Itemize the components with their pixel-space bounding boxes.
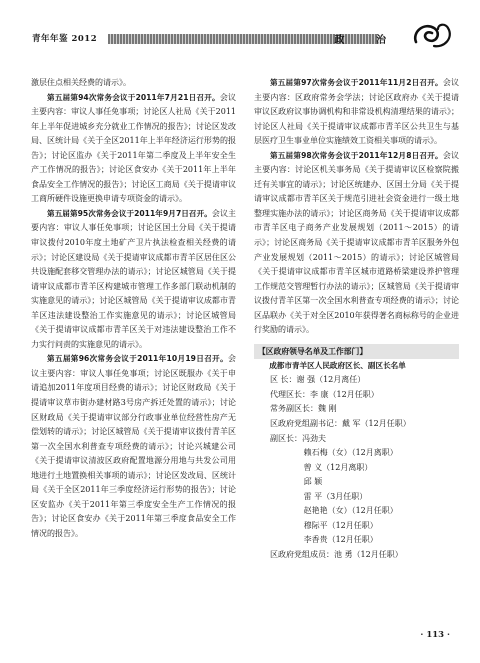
left-column [31,76,236,542]
section-title: 政 治 [334,35,400,46]
roster-line: 代理区长：李 康（12月任职） [270,389,379,399]
page-header [28,20,456,50]
roster-line: 雷 平（3月任职） [303,491,368,501]
continued-paragraph: 激层住点相关经费的请示》。 [31,78,131,87]
roster-line: 李香贵（12月任职） [303,535,378,545]
meeting-94-paragraph: 第五届第94次常务会议于2011年7月21日召开。会议主要内容：审议人事任免事项；讨论区人社局《关于2011年上半年促进城乡充分就业工作情况的报告》；讨论区发改局、区统计局《关于全区2011年上半年经济运行形势的报告》；讨论区监办《关于2011年第二季度及上半年安全生产工作情况的报告》；讨论区食安办《关于2011年上半年食品安全工作情况的报告》；讨论区工商局《关于提请审议工商所硬件设施更换申请专项资金的请示》。 [31,92,236,204]
leadership-roster [254,373,459,562]
meeting-97-paragraph: 第五届第97次常务会议于2011年11月2日召开。会议主要内容：区政府常务会学法；讨论区政府办《关于提请审议区政府议事协调机构和非常设机构清理结果的请示》；讨论区人社局《关于提请审议成都市青羊区公共卫生与基层医疗卫生事业单位实施绩效工资相关事项的请示》。 [254,78,459,146]
yearbook-title: 青年年鉴 2012 [32,34,98,44]
roster-line: 常务副区长：魏 刚 [270,404,337,414]
roster-line: 区政府党组副书记：戴 军（12月任职） [270,419,411,429]
roster-line: 赵艳艳（女）（12月任职） [303,506,398,516]
leadership-subtitle: 成都市青羊区人民政府区长、副区长名单 [269,360,406,370]
roster-line: 区政府党组成员：池 勇（12月任职） [270,549,403,559]
meeting-95-paragraph: 第五届第95次常务会议于2011年9月7日召开。会议主要内容：审议人事任免事项；讨论区国土分局《关于提请审议拨付2010年度土地矿产卫片执法检查相关经费的请示》；讨论区建设局《关于提请审议成都市青羊区居住区公共设施配套移交管理办法的请示》；讨论区城管局《关于提请审议成都市青羊区构建城市管理工作多部门联动机制的实施意见的请示》；讨论区城管局《关于提请审议成都市青羊区违法建设整治工作实施意见的请示》；讨论区城管局《关于提请审议成都市青羊区关于对违法建设整治工作不力实行问责的实施意见的请示》。 [31,208,237,349]
roster-line: 邱 颖 [303,477,323,487]
swirl-logo-icon [410,20,454,50]
roster-line: 曾 义（12月离职） [303,462,373,472]
page-number: · 113 · [420,630,450,640]
roster-line: 区 长：谢 强（12月离任） [270,375,366,385]
meeting-96-paragraph: 第五届第96次常务会议于2011年10月19日召开。会议主要内容：审议人事任免事项；讨论区既服办《关于申请追加2011年度项目经费的请示》；讨论区财政局《关于提请审议草市街办建材路3号房产拆迁处置的请示》；讨论区财政局《关于提请审议部分行政事业单位经营性房产无偿划转的请示》；讨论区城管局《关于提请审议拨付青羊区第一次全国水利普查专项经费的请示》；讨论兴城建公司《关于提请审议清波区政府配置地源分用地与共发公司用地进行土地置换相关事项的请示》；讨论区发改局、区统计局《关于全区2011年三季度经济运行形势的报告》；讨论区安监办《关于2011年第三季度安全生产工作情况的报告》；讨论区食安办《关于2011年第三季度食品安全工作情况的报告》。 [31,354,236,538]
right-column [254,76,459,563]
roster-line: 穆际平（12月任职） [303,520,378,530]
roster-line: 副区长：冯劲夫 [270,433,326,443]
leadership-section-heading: 【区政府领导名单及工作部门】 [254,344,459,359]
roster-line: 赖石梅（女）（12月离职） [303,448,398,458]
meeting-98-paragraph: 第五届第98次常务会议于2011年12月8日召开。会议主要内容：讨论区机关事务局《关于提请审议区检察院搬迁有关事宜的请示》；讨论区统建办、区国土分局《关于提请审议成都市青羊区关于规范引进社会资金进行一级土地整理实施办法的请示》；讨论区商务局《关于提请审议成都市青羊区电子商务产业发展规划（2011～2015）的请示》；讨论区商务局《关于提请审议成都市青羊区服务外包产业发展规划（2011～2015）的请示》；讨论区城管局《关于提请审议成都市青羊区城市道路桥梁建设养护管理工作规范交管理暂行办法的请示》；区城管局《关于提请审议拨付青羊区第一次全国水利普查专项经费的请示》；讨论区品联办《关于对全区2010年获得著名商标称号的企业进行奖励的请示》。 [254,150,459,335]
